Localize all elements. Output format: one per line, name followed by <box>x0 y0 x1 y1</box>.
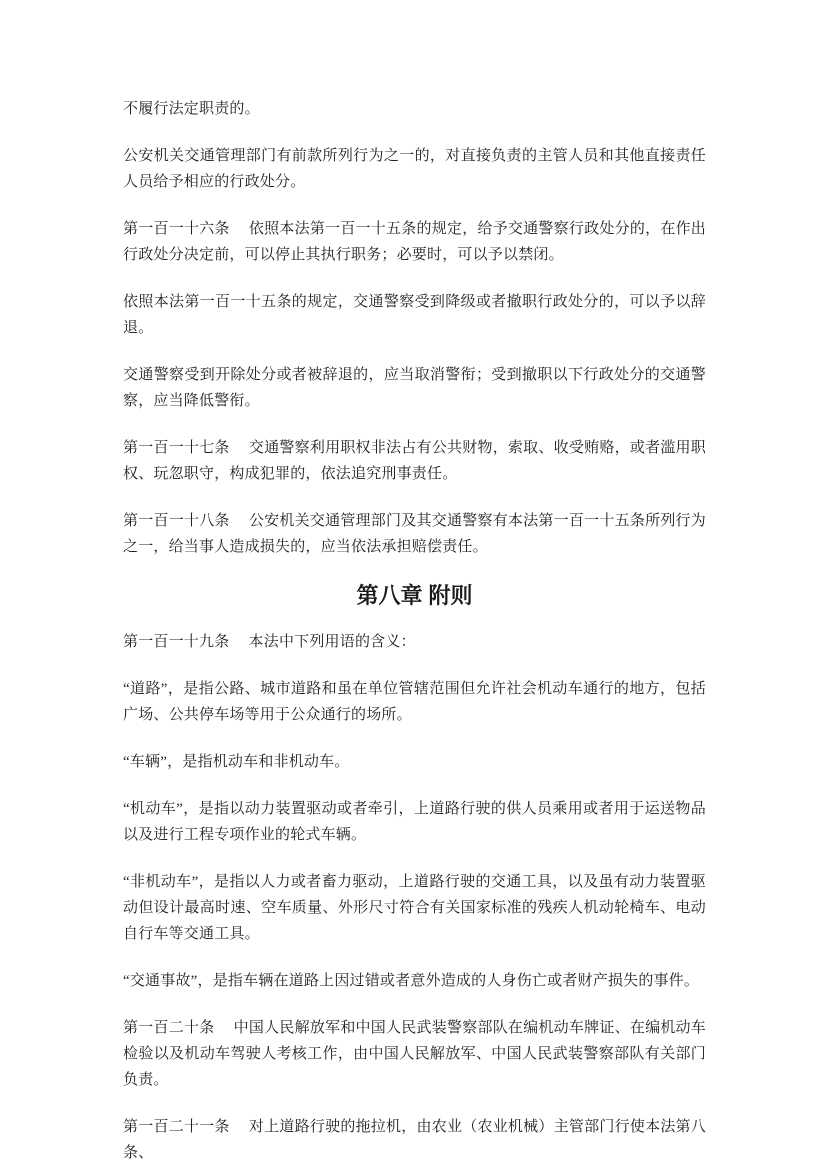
paragraph-article-120: 第一百二十条 中国人民解放军和中国人民武装警察部队在编机动车牌证、在编机动车检验以及机动车驾驶人考核工作，由中国人民解放军、中国人民武装警察部队有关部门负责。 <box>123 1020 706 1088</box>
paragraph-definition-road: “道路”，是指公路、城市道路和虽在单位管辖范围但允许社会机动车通行的地方，包括广场、公共停车场等用于公众通行的场所。 <box>123 681 706 723</box>
paragraph-admin-sanction: 公安机关交通管理部门有前款所列行为之一的，对直接负责的主管人员和其他直接责任人员给予相应的行政处分。 <box>123 148 706 190</box>
document-content <box>123 96 706 1170</box>
chapter-heading: 第八章 附则 <box>356 583 473 608</box>
paragraph-article-119: 第一百一十九条 本法中下列用语的含义： <box>123 634 416 650</box>
paragraph-article-118: 第一百一十八条 公安机关交通管理部门及其交通警察有本法第一百一十五条所列行为之一，给当事人造成损失的，应当依法承担赔偿责任。 <box>123 513 706 555</box>
paragraph-article-117: 第一百一十七条 交通警察利用职权非法占有公共财物，索取、收受贿赂，或者滥用职权、玩忽职守，构成犯罪的，依法追究刑事责任。 <box>123 440 706 482</box>
paragraph-article-116-dismissal: 依照本法第一百一十五条的规定，交通警察受到降级或者撤职行政处分的，可以予以辞退。 <box>123 294 706 336</box>
paragraph-definition-motor-vehicle: “机动车”，是指以动力装置驱动或者牵引，上道路行驶的供人员乘用或者用于运送物品以及进行工程专项作业的轮式车辆。 <box>123 801 706 843</box>
paragraph-duty-clause: 不履行法定职责的。 <box>123 101 260 117</box>
paragraph-definition-traffic-accident: “交通事故”，是指车辆在道路上因过错或者意外造成的人身伤亡或者财产损失的事件。 <box>123 973 700 989</box>
paragraph-definition-vehicle: “车辆”，是指机动车和非机动车。 <box>123 754 350 770</box>
paragraph-definition-non-motor-vehicle: “非机动车”，是指以人力或者畜力驱动，上道路行驶的交通工具，以及虽有动力装置驱动但设计最高时速、空车质量、外形尺寸符合有关国家标准的残疾人机动轮椅车、电动自行车等交通工具。 <box>123 874 706 942</box>
paragraph-article-116-rank: 交通警察受到开除处分或者被辞退的，应当取消警衔；受到撤职以下行政处分的交通警察，应当降低警衔。 <box>123 367 706 409</box>
paragraph-article-116: 第一百一十六条 依照本法第一百一十五条的规定，给予交通警察行政处分的，在作出行政处分决定前，可以停止其执行职务；必要时，可以予以禁闭。 <box>123 221 706 263</box>
paragraph-article-121: 第一百二十一条 对上道路行驶的拖拉机，由农业（农业机械）主管部门行使本法第八条、 <box>123 1119 706 1161</box>
